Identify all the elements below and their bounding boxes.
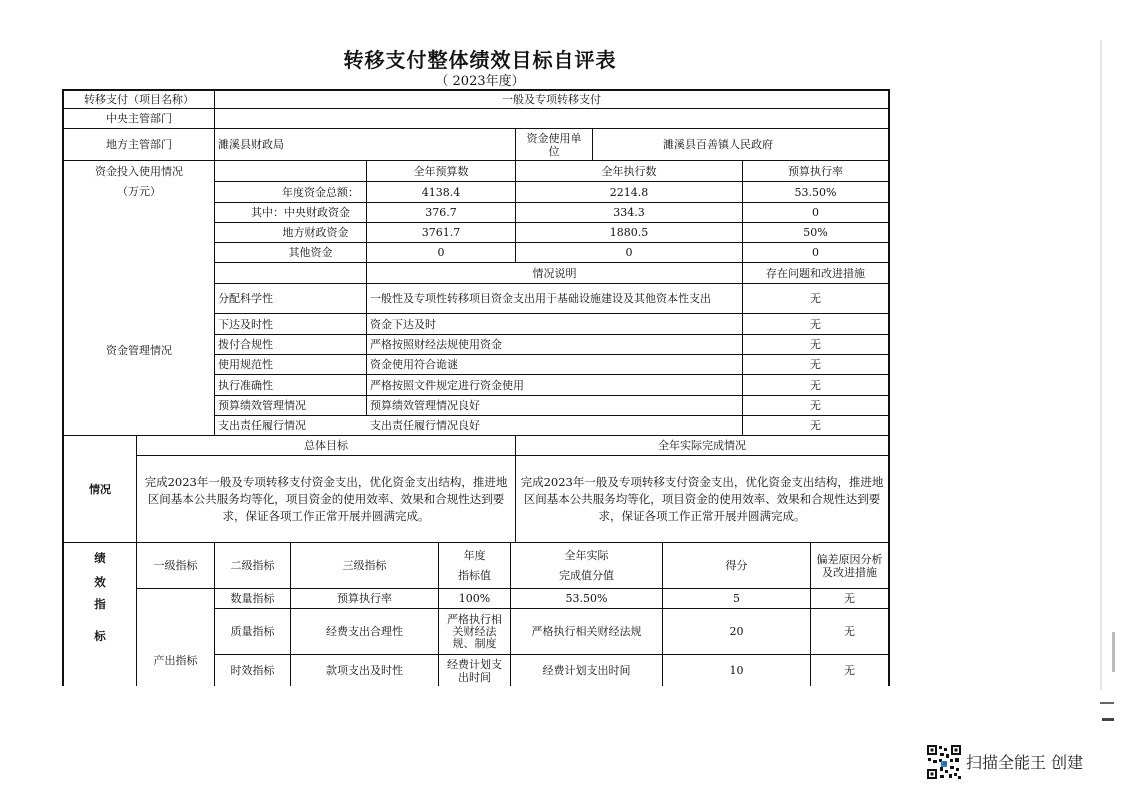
management-row-issue: 无 (810, 338, 821, 351)
funds-header-rate: 预算执行率 (788, 164, 843, 178)
fund-row-actual: 334.3 (613, 206, 645, 219)
indicator-row-score: 20 (729, 625, 744, 638)
indicators-section-char: 标 (94, 629, 106, 643)
scanner-brand-text: 扫描全能王 创建 (966, 753, 1084, 772)
indicator-header-score: 得分 (725, 559, 748, 572)
management-row-issue: 无 (810, 399, 821, 412)
fund-row-rate: 53.50% (794, 185, 837, 199)
indicator-header-target-line2: 指标值 (458, 568, 491, 582)
management-row-label: 拨付合规性 (218, 338, 273, 351)
indicator-row-level3: 预算执行率 (337, 592, 392, 605)
management-row-label: 支出责任履行情况 (218, 419, 306, 432)
scan-edge-mark (1102, 718, 1114, 721)
fund-row-budget: 4138.4 (421, 185, 461, 199)
indicator-header-level1: 一级指标 (153, 559, 198, 572)
indicator-row-target: 100% (458, 592, 491, 605)
management-row-desc: 严格按照文件规定进行资金使用 (370, 378, 524, 392)
indicator-row-deviation: 无 (844, 625, 855, 638)
qr-code-icon (920, 742, 970, 782)
indicator-row-level2: 数量指标 (230, 592, 275, 605)
management-row-issue: 无 (810, 419, 821, 432)
project-name-value: 一般及专项转移支付 (502, 93, 601, 106)
fund-unit-value: 濉溪县百善镇人民政府 (663, 138, 773, 151)
fund-row-label: 地方财政资金 (282, 226, 349, 239)
goals-overall-text: 完成2023年一般及专项转移支付资金支出，优化资金支出结构，推进地区间基本公共服务均等化，项目资金的使用效率、效果和合规性达到要求，保证各项工作正常开展并圆满完成。 (144, 474, 508, 523)
indicator-header-actual (511, 543, 662, 588)
project-name-label: 转移支付（项目名称） (84, 93, 194, 106)
scan-edge-mark (1112, 632, 1115, 672)
fund-unit-label: 资金使用单位 (526, 131, 582, 158)
local-dept-value: 濉溪县财政局 (218, 138, 284, 151)
fund-row-budget: 0 (437, 246, 445, 259)
indicator-level1-output: 产出指标 (153, 653, 198, 667)
fund-row-rate: 50% (803, 226, 828, 239)
indicator-header-actual-line1: 全年实际 (564, 548, 609, 562)
indicator-row-deviation: 无 (844, 592, 855, 605)
management-row-desc: 一般性及专项性转移项目资金支出用于基础设施建设及其他资本性支出 (370, 292, 711, 305)
central-dept-label: 中央主管部门 (106, 112, 172, 125)
fund-row-label: 其他资金 (288, 246, 333, 259)
indicator-header-level3: 三级指标 (342, 559, 387, 572)
indicator-row-level3: 款项支出及时性 (326, 664, 403, 677)
indicator-row-score: 5 (733, 592, 740, 605)
indicator-header-target-line1: 年度 (463, 548, 486, 562)
indicator-header-deviation: 偏差原因分析及改进措施 (816, 552, 883, 579)
management-row-label: 执行准确性 (218, 378, 273, 392)
fund-row-actual: 0 (625, 246, 633, 259)
page-subtitle: （ 2023年度） (435, 74, 525, 89)
indicator-row-actual: 严格执行相关财经法规 (531, 625, 642, 638)
goals-header-actual: 全年实际完成情况 (658, 439, 746, 452)
local-dept-label: 地方主管部门 (106, 138, 172, 151)
indicator-header-level2: 二级指标 (230, 559, 275, 572)
management-header-desc: 情况说明 (532, 266, 577, 280)
management-row-issue: 无 (810, 358, 821, 371)
management-row-desc: 预算绩效管理情况良好 (370, 399, 480, 412)
goals-section-label: 情况 (89, 482, 111, 496)
indicator-row-target: 经费计划支出时间 (447, 657, 502, 684)
fund-row-budget: 376.7 (425, 206, 457, 219)
management-row-desc: 严格按照财经法规使用资金 (370, 338, 502, 351)
management-row-label: 分配科学性 (218, 292, 273, 305)
management-row-label: 预算绩效管理情况 (218, 399, 306, 412)
indicator-row-score: 10 (729, 664, 744, 677)
indicator-row-level2: 时效指标 (230, 664, 275, 677)
indicator-row-actual: 经费计划支出时间 (542, 664, 631, 677)
indicators-section-char: 效 (94, 575, 106, 589)
fund-row-label: 其中：中央财政资金 (251, 206, 350, 219)
funds-header-actual: 全年执行数 (601, 164, 657, 178)
indicator-row-level3: 经费支出合理性 (326, 625, 403, 638)
management-row-label: 使用规范性 (218, 358, 273, 371)
management-row-desc: 资金使用符合诡谜 (370, 358, 458, 371)
fund-row-actual: 1880.5 (609, 226, 649, 239)
indicators-section-char: 指 (94, 597, 106, 611)
management-row-issue: 无 (810, 292, 821, 305)
management-header-issue: 存在问题和改进措施 (766, 266, 865, 280)
indicator-row-target: 严格执行相关财经法规、制度 (447, 612, 502, 650)
scan-edge-mark (1100, 40, 1102, 690)
funds-unit-label: （万元） (117, 184, 161, 198)
fund-row-rate: 0 (812, 246, 819, 259)
management-row-issue: 无 (810, 317, 821, 331)
goals-header-goal: 总体目标 (304, 439, 348, 452)
indicator-header-actual-line2: 完成值分值 (559, 568, 614, 582)
fund-row-budget: 3761.7 (421, 226, 461, 239)
funds-header-budget: 全年预算数 (413, 164, 469, 178)
funds-section-label: 资金投入使用情况 (95, 164, 183, 178)
indicator-header-target (439, 543, 510, 588)
goals-actual-text: 完成2023年一般及专项转移支付资金支出，优化资金支出结构，推进地区间基本公共服务均等化，项目资金的使用效率、效果和合规性达到要求，保证各项工作正常开展并圆满完成。 (520, 474, 884, 523)
scan-edge-mark (1100, 702, 1114, 704)
fund-row-actual: 2214.8 (609, 185, 649, 199)
indicator-row-level2: 质量指标 (230, 625, 275, 638)
indicators-section-label (64, 548, 136, 644)
indicator-row-actual: 53.50% (565, 592, 608, 605)
fund-row-rate: 0 (812, 206, 819, 219)
fund-row-label: 年度资金总额： (282, 185, 359, 199)
indicator-row-deviation: 无 (844, 664, 855, 677)
indicators-section-char: 绩 (94, 551, 106, 565)
management-row-desc: 资金下达及时 (370, 317, 436, 331)
management-section-label: 资金管理情况 (106, 343, 172, 357)
management-row-label: 下达及时性 (218, 317, 273, 331)
page-title: 转移支付整体绩效目标自评表 (343, 48, 617, 72)
management-row-desc: 支出责任履行情况良好 (370, 419, 480, 432)
management-row-issue: 无 (810, 378, 821, 392)
